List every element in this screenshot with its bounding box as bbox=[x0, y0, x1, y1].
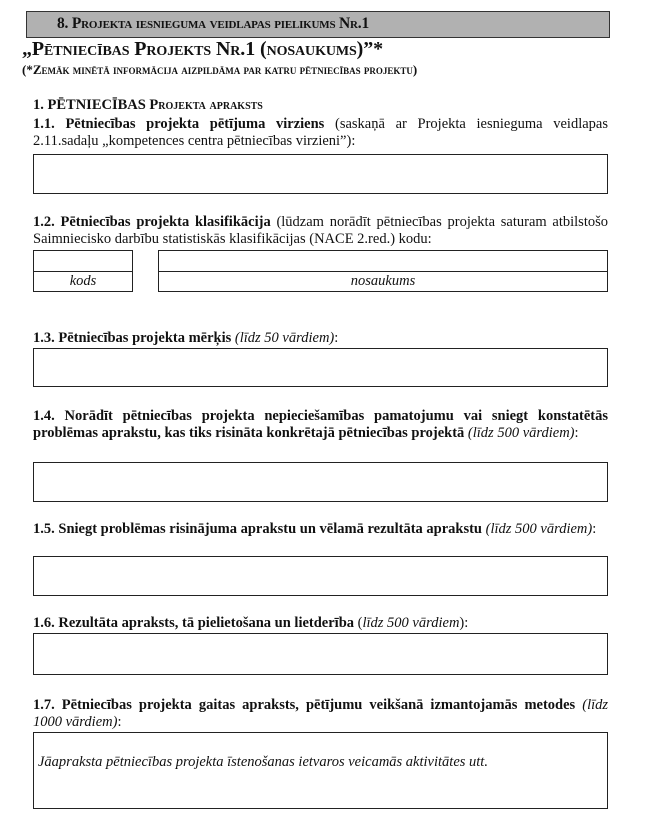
question-title: Norādīt pētniecības projekta nepieciešamības pamatojumu vai sniegt konstatētās problēmas aprakstu, kas tiks risināta konkrētajā pētniecības projektā bbox=[33, 408, 608, 441]
question-number: 1.4. bbox=[33, 408, 55, 424]
section-header-bar bbox=[26, 11, 610, 38]
nace-code-field[interactable] bbox=[34, 251, 132, 272]
question-number: 1.2. bbox=[33, 214, 55, 230]
project-progress-methods-value: Jāapraksta pētniecības projekta īstenošanas ietvaros veicamās aktivitātes utt. bbox=[38, 754, 488, 770]
question-number: 1.5. bbox=[33, 521, 55, 537]
punctuation: : bbox=[592, 521, 597, 537]
question-note: (lūdzam norādīt pētniecības projekta saturam atbilstošo Saimniecisko darbību statistiskās klasifikācijas (NACE 2.red.) kodu: bbox=[33, 214, 608, 247]
nace-name-box bbox=[158, 250, 608, 292]
result-description-field[interactable] bbox=[33, 633, 608, 675]
project-goal-field[interactable] bbox=[33, 348, 608, 387]
question-1-1-label bbox=[33, 116, 608, 150]
question-1-2-label bbox=[33, 214, 608, 248]
question-title: Pētniecības projekta klasifikācija bbox=[60, 214, 271, 230]
question-number: 1.3. bbox=[33, 330, 55, 346]
section-header-title: 8. Projekta iesnieguma veidlapas pielikums Nr.1 bbox=[57, 15, 370, 32]
punctuation: : bbox=[117, 714, 122, 730]
word-limit: (līdz 500 vārdiem) bbox=[467, 425, 575, 441]
document-title: „Pētniecības Projekts Nr.1 (nosaukums)”* bbox=[22, 38, 384, 60]
question-title: Pētniecības projekta pētījuma virziens bbox=[65, 116, 325, 132]
nace-code-label: kods bbox=[69, 273, 97, 289]
project-progress-methods-field[interactable] bbox=[33, 732, 608, 809]
punctuation: ( bbox=[354, 615, 363, 631]
document-subtitle: (*Zemāk minētā informācija aizpildāma par katru pētniecības projektu) bbox=[22, 62, 418, 77]
research-direction-field[interactable] bbox=[33, 154, 608, 194]
question-title: Pētniecības projekta gaitas apraksts, pētījumu veikšanā izmantojamās metodes bbox=[61, 697, 576, 713]
question-1-7-label bbox=[33, 697, 608, 731]
punctuation: : bbox=[334, 330, 339, 346]
question-1-6-label bbox=[33, 615, 608, 632]
question-note: (saskaņā ar Projekta iesnieguma veidlapas 2.11.sadaļu „kompetences centra pētniecības virzieni”): bbox=[33, 116, 608, 149]
word-limit: līdz 500 vārdiem bbox=[362, 615, 460, 631]
word-limit: (līdz 1000 vārdiem) bbox=[33, 697, 609, 730]
solution-description-field[interactable] bbox=[33, 556, 608, 596]
question-number: 1.1. bbox=[33, 116, 55, 132]
question-1-3-label bbox=[33, 330, 608, 347]
question-1-4-label bbox=[33, 408, 608, 442]
problem-justification-field[interactable] bbox=[33, 462, 608, 502]
punctuation: : bbox=[574, 425, 579, 441]
nace-code-box bbox=[33, 250, 133, 292]
word-limit: (līdz 500 vārdiem) bbox=[485, 521, 593, 537]
section-heading: 1. PĒTNIECĪBAS Projekta apraksts bbox=[33, 97, 263, 113]
word-limit: (līdz 50 vārdiem) bbox=[234, 330, 335, 346]
nace-name-field[interactable] bbox=[159, 251, 607, 272]
punctuation: ): bbox=[459, 615, 469, 631]
question-1-5-label bbox=[33, 521, 608, 538]
question-title: Rezultāta apraksts, tā pielietošana un lietderība bbox=[58, 615, 355, 631]
question-number: 1.6. bbox=[33, 615, 55, 631]
nace-name-label: nosaukums bbox=[350, 273, 416, 289]
question-title: Pētniecības projekta mērķis bbox=[58, 330, 232, 346]
question-title: Sniegt problēmas risinājuma aprakstu un vēlamā rezultāta aprakstu bbox=[58, 521, 482, 537]
question-number: 1.7. bbox=[33, 697, 55, 713]
